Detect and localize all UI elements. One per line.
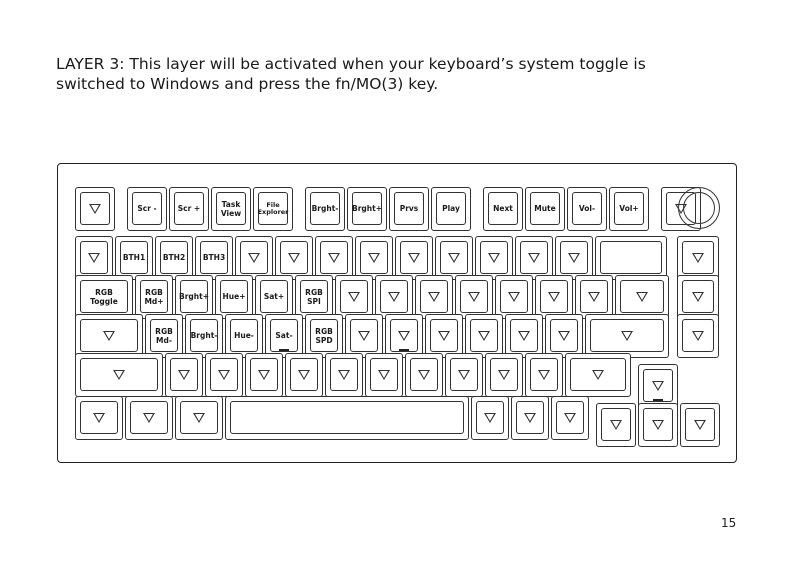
key-down-arrow bbox=[638, 403, 678, 447]
key-tab: RGB Toggle bbox=[75, 275, 133, 319]
key-9 bbox=[435, 236, 473, 280]
transparent-key-icon bbox=[248, 253, 260, 263]
transparent-key-icon bbox=[592, 370, 604, 380]
key-b bbox=[325, 353, 363, 397]
transparent-key-icon bbox=[692, 331, 704, 341]
key-q: RGB Md+ bbox=[135, 275, 173, 319]
key-o bbox=[455, 275, 493, 319]
rotary-knob bbox=[678, 187, 720, 229]
key-f: Sat- bbox=[265, 314, 303, 358]
key-f8: Play bbox=[431, 187, 471, 231]
key-f7: Prvs bbox=[389, 187, 429, 231]
key-n bbox=[365, 353, 403, 397]
key-pgup bbox=[677, 275, 719, 319]
key-l bbox=[465, 314, 503, 358]
key-f1: Scr - bbox=[127, 187, 167, 231]
key-home bbox=[677, 236, 719, 280]
key-m bbox=[405, 353, 443, 397]
layer-description bbox=[56, 54, 676, 94]
key-backspace bbox=[595, 236, 667, 280]
key-f9: Next bbox=[483, 187, 523, 231]
key-f6: Brght+ bbox=[347, 187, 387, 231]
transparent-key-icon bbox=[468, 292, 480, 302]
key-ralt bbox=[471, 396, 509, 440]
key-w: Brght+ bbox=[175, 275, 213, 319]
key-f4: File Explorer bbox=[253, 187, 293, 231]
key-space bbox=[225, 396, 469, 440]
transparent-key-icon bbox=[524, 413, 536, 423]
key-left-arrow bbox=[596, 403, 636, 447]
key-lalt bbox=[175, 396, 223, 440]
key-a: RGB Md- bbox=[145, 314, 183, 358]
key-c bbox=[245, 353, 283, 397]
layer-description-line1: LAYER 3: This layer will be activated when your keyboard’s system toggle is bbox=[56, 55, 646, 73]
key-rshift bbox=[565, 353, 631, 397]
transparent-key-icon bbox=[428, 292, 440, 302]
key-0 bbox=[475, 236, 513, 280]
keyboard-row-5 bbox=[75, 353, 631, 397]
keyboard-row-4 bbox=[75, 314, 669, 358]
key-g: RGB SPD bbox=[305, 314, 343, 358]
transparent-key-icon bbox=[448, 253, 460, 263]
keyboard-row-3 bbox=[75, 275, 669, 319]
transparent-key-icon bbox=[193, 413, 205, 423]
f5-f8-group bbox=[305, 187, 471, 231]
transparent-key-icon bbox=[498, 370, 510, 380]
key-6 bbox=[315, 236, 353, 280]
transparent-key-icon bbox=[288, 253, 300, 263]
transparent-key-icon bbox=[548, 292, 560, 302]
transparent-key-icon bbox=[538, 370, 550, 380]
key-equal bbox=[555, 236, 593, 280]
transparent-key-icon bbox=[113, 370, 125, 380]
key-e: Hue+ bbox=[215, 275, 253, 319]
key-1: BTH1 bbox=[115, 236, 153, 280]
transparent-key-icon bbox=[528, 253, 540, 263]
key-minus bbox=[515, 236, 553, 280]
transparent-key-icon bbox=[103, 331, 115, 341]
key-lbracket bbox=[535, 275, 573, 319]
f1-f4-group bbox=[127, 187, 293, 231]
key-lshift bbox=[75, 353, 163, 397]
keyboard-row-2 bbox=[75, 236, 667, 280]
key-comma bbox=[445, 353, 483, 397]
esc-group bbox=[75, 187, 115, 231]
key-f3: Task View bbox=[211, 187, 251, 231]
transparent-key-icon bbox=[398, 331, 410, 341]
transparent-key-icon bbox=[218, 370, 230, 380]
key-2: BTH2 bbox=[155, 236, 193, 280]
key-right-arrow bbox=[680, 403, 720, 447]
transparent-key-icon bbox=[388, 292, 400, 302]
key-k bbox=[425, 314, 463, 358]
page-number: 15 bbox=[721, 516, 737, 530]
transparent-key-icon bbox=[438, 331, 450, 341]
key-f11: Vol- bbox=[567, 187, 607, 231]
transparent-key-icon bbox=[89, 204, 101, 214]
transparent-key-icon bbox=[348, 292, 360, 302]
homing-bump bbox=[279, 349, 289, 351]
key-rctrl bbox=[551, 396, 589, 440]
key-slash bbox=[525, 353, 563, 397]
key-semicolon bbox=[505, 314, 543, 358]
transparent-key-icon bbox=[378, 370, 390, 380]
key-f5: Brght- bbox=[305, 187, 345, 231]
key-backslash bbox=[615, 275, 669, 319]
key-fn bbox=[511, 396, 549, 440]
transparent-key-icon bbox=[418, 370, 430, 380]
key-z bbox=[165, 353, 203, 397]
transparent-key-icon bbox=[338, 370, 350, 380]
key-x bbox=[205, 353, 243, 397]
key-4 bbox=[235, 236, 273, 280]
transparent-key-icon bbox=[692, 292, 704, 302]
key-esc bbox=[75, 187, 115, 231]
transparent-key-icon bbox=[178, 370, 190, 380]
transparent-key-icon bbox=[558, 331, 570, 341]
transparent-key-icon bbox=[588, 292, 600, 302]
key-grave bbox=[75, 236, 113, 280]
transparent-key-icon bbox=[88, 253, 100, 263]
transparent-key-icon bbox=[652, 381, 664, 391]
key-j bbox=[385, 314, 423, 358]
key-5 bbox=[275, 236, 313, 280]
key-up-arrow bbox=[638, 364, 678, 408]
key-v bbox=[285, 353, 323, 397]
transparent-key-icon bbox=[621, 331, 633, 341]
transparent-key-icon bbox=[652, 420, 664, 430]
key-r: Sat+ bbox=[255, 275, 293, 319]
transparent-key-icon bbox=[258, 370, 270, 380]
key-t: RGB SPI bbox=[295, 275, 333, 319]
layer-description-line2: switched to Windows and press the fn/MO(3) key. bbox=[56, 75, 439, 93]
transparent-key-icon bbox=[488, 253, 500, 263]
key-s: Brght- bbox=[185, 314, 223, 358]
transparent-key-icon bbox=[143, 413, 155, 423]
transparent-key-icon bbox=[368, 253, 380, 263]
transparent-key-icon bbox=[518, 331, 530, 341]
transparent-key-icon bbox=[692, 253, 704, 263]
transparent-key-icon bbox=[694, 420, 706, 430]
keyboard-row-1 bbox=[75, 187, 701, 231]
homing-bump bbox=[653, 399, 663, 401]
transparent-key-icon bbox=[93, 413, 105, 423]
key-y bbox=[335, 275, 373, 319]
key-i bbox=[415, 275, 453, 319]
transparent-key-icon bbox=[484, 413, 496, 423]
key-pgdn bbox=[677, 314, 719, 358]
key-u bbox=[375, 275, 413, 319]
keyboard-row-6 bbox=[75, 396, 589, 440]
transparent-key-icon bbox=[458, 370, 470, 380]
transparent-key-icon bbox=[636, 292, 648, 302]
key-p bbox=[495, 275, 533, 319]
transparent-key-icon bbox=[564, 413, 576, 423]
transparent-key-icon bbox=[568, 253, 580, 263]
key-f10: Mute bbox=[525, 187, 565, 231]
transparent-key-icon bbox=[508, 292, 520, 302]
key-period bbox=[485, 353, 523, 397]
transparent-key-icon bbox=[358, 331, 370, 341]
homing-bump bbox=[399, 349, 409, 351]
key-3: BTH3 bbox=[195, 236, 233, 280]
key-h bbox=[345, 314, 383, 358]
key-rbracket bbox=[575, 275, 613, 319]
f9-f12-group bbox=[483, 187, 649, 231]
key-enter bbox=[585, 314, 669, 358]
key-lctrl bbox=[75, 396, 123, 440]
transparent-key-icon bbox=[478, 331, 490, 341]
key-capslock bbox=[75, 314, 143, 358]
transparent-key-icon bbox=[328, 253, 340, 263]
transparent-key-icon bbox=[298, 370, 310, 380]
key-8 bbox=[395, 236, 433, 280]
key-f2: Scr + bbox=[169, 187, 209, 231]
transparent-key-icon bbox=[408, 253, 420, 263]
key-f12: Vol+ bbox=[609, 187, 649, 231]
key-7 bbox=[355, 236, 393, 280]
key-lwin bbox=[125, 396, 173, 440]
transparent-key-icon bbox=[610, 420, 622, 430]
key-d: Hue- bbox=[225, 314, 263, 358]
key-quote bbox=[545, 314, 583, 358]
